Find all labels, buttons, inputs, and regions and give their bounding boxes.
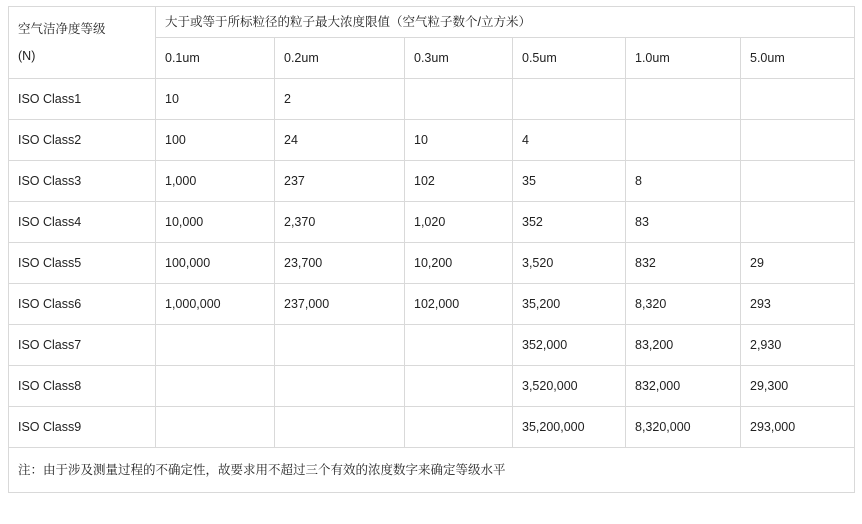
cell-class2-4 bbox=[626, 120, 741, 161]
cell-class5-3: 3,520 bbox=[513, 243, 626, 284]
cell-class5-0: 100,000 bbox=[156, 243, 275, 284]
class-label-line-2: (N) bbox=[18, 49, 36, 64]
cell-class4-0: 10,000 bbox=[156, 202, 275, 243]
cell-class6-5: 293 bbox=[741, 284, 855, 325]
row-label-class6: ISO Class6 bbox=[9, 284, 156, 325]
cell-class8-2 bbox=[405, 366, 513, 407]
table-note-row bbox=[9, 448, 855, 493]
header-cell-class-label bbox=[9, 7, 156, 79]
cell-class3-3: 35 bbox=[513, 161, 626, 202]
cell-class7-0 bbox=[156, 325, 275, 366]
cell-class9-2 bbox=[405, 407, 513, 448]
table-header-row-group bbox=[9, 7, 855, 38]
header-cell-size-2: 0.3um bbox=[405, 38, 513, 79]
cell-class6-2: 102,000 bbox=[405, 284, 513, 325]
cell-class8-5: 29,300 bbox=[741, 366, 855, 407]
header-cell-size-3: 0.5um bbox=[513, 38, 626, 79]
cell-class9-4: 8,320,000 bbox=[626, 407, 741, 448]
table-row bbox=[9, 120, 855, 161]
row-label-class4: ISO Class4 bbox=[9, 202, 156, 243]
cell-class2-1: 24 bbox=[275, 120, 405, 161]
row-label-class3: ISO Class3 bbox=[9, 161, 156, 202]
row-label-class2: ISO Class2 bbox=[9, 120, 156, 161]
table-row bbox=[9, 366, 855, 407]
cell-class1-3 bbox=[513, 79, 626, 120]
table-note: 注：由于涉及测量过程的不确定性，故要求用不超过三个有效的浓度数字来确定等级水平 bbox=[9, 448, 855, 493]
cell-class6-4: 8,320 bbox=[626, 284, 741, 325]
cell-class9-1 bbox=[275, 407, 405, 448]
cell-class9-0 bbox=[156, 407, 275, 448]
row-label-class9: ISO Class9 bbox=[9, 407, 156, 448]
cell-class3-2: 102 bbox=[405, 161, 513, 202]
cleanroom-class-table bbox=[8, 6, 855, 493]
row-label-class8: ISO Class8 bbox=[9, 366, 156, 407]
table-row bbox=[9, 161, 855, 202]
cell-class3-4: 8 bbox=[626, 161, 741, 202]
header-cell-size-0: 0.1um bbox=[156, 38, 275, 79]
table-row bbox=[9, 202, 855, 243]
cell-class5-2: 10,200 bbox=[405, 243, 513, 284]
cell-class5-4: 832 bbox=[626, 243, 741, 284]
cell-class4-3: 352 bbox=[513, 202, 626, 243]
cell-class8-4: 832,000 bbox=[626, 366, 741, 407]
cell-class8-3: 3,520,000 bbox=[513, 366, 626, 407]
cell-class5-5: 29 bbox=[741, 243, 855, 284]
cell-class1-2 bbox=[405, 79, 513, 120]
table-row bbox=[9, 79, 855, 120]
cell-class7-1 bbox=[275, 325, 405, 366]
cell-class6-3: 35,200 bbox=[513, 284, 626, 325]
cell-class3-5 bbox=[741, 161, 855, 202]
header-cell-concentration-limits: 大于或等于所标粒径的粒子最大浓度限值（空气粒子数个/立方米） bbox=[156, 7, 855, 38]
header-cell-size-1: 0.2um bbox=[275, 38, 405, 79]
row-label-class1: ISO Class1 bbox=[9, 79, 156, 120]
class-label-line-1: 空气洁净度等级 bbox=[18, 21, 106, 36]
table-row bbox=[9, 284, 855, 325]
cell-class3-0: 1,000 bbox=[156, 161, 275, 202]
cell-class7-4: 83,200 bbox=[626, 325, 741, 366]
cell-class5-1: 23,700 bbox=[275, 243, 405, 284]
cell-class8-0 bbox=[156, 366, 275, 407]
header-cell-size-5: 5.0um bbox=[741, 38, 855, 79]
cell-class4-4: 83 bbox=[626, 202, 741, 243]
cell-class1-4 bbox=[626, 79, 741, 120]
cell-class2-3: 4 bbox=[513, 120, 626, 161]
cell-class2-5 bbox=[741, 120, 855, 161]
row-label-class5: ISO Class5 bbox=[9, 243, 156, 284]
table-row bbox=[9, 407, 855, 448]
cell-class8-1 bbox=[275, 366, 405, 407]
cell-class7-3: 352,000 bbox=[513, 325, 626, 366]
cell-class7-2 bbox=[405, 325, 513, 366]
cell-class2-0: 100 bbox=[156, 120, 275, 161]
cell-class9-5: 293,000 bbox=[741, 407, 855, 448]
cell-class4-2: 1,020 bbox=[405, 202, 513, 243]
cell-class4-1: 2,370 bbox=[275, 202, 405, 243]
cell-class1-1: 2 bbox=[275, 79, 405, 120]
cell-class9-3: 35,200,000 bbox=[513, 407, 626, 448]
table-row bbox=[9, 243, 855, 284]
cell-class1-5 bbox=[741, 79, 855, 120]
cell-class4-5 bbox=[741, 202, 855, 243]
cell-class6-0: 1,000,000 bbox=[156, 284, 275, 325]
cell-class6-1: 237,000 bbox=[275, 284, 405, 325]
cell-class7-5: 2,930 bbox=[741, 325, 855, 366]
cell-class3-1: 237 bbox=[275, 161, 405, 202]
cell-class1-0: 10 bbox=[156, 79, 275, 120]
row-label-class7: ISO Class7 bbox=[9, 325, 156, 366]
table-row bbox=[9, 325, 855, 366]
cell-class2-2: 10 bbox=[405, 120, 513, 161]
header-cell-size-4: 1.0um bbox=[626, 38, 741, 79]
